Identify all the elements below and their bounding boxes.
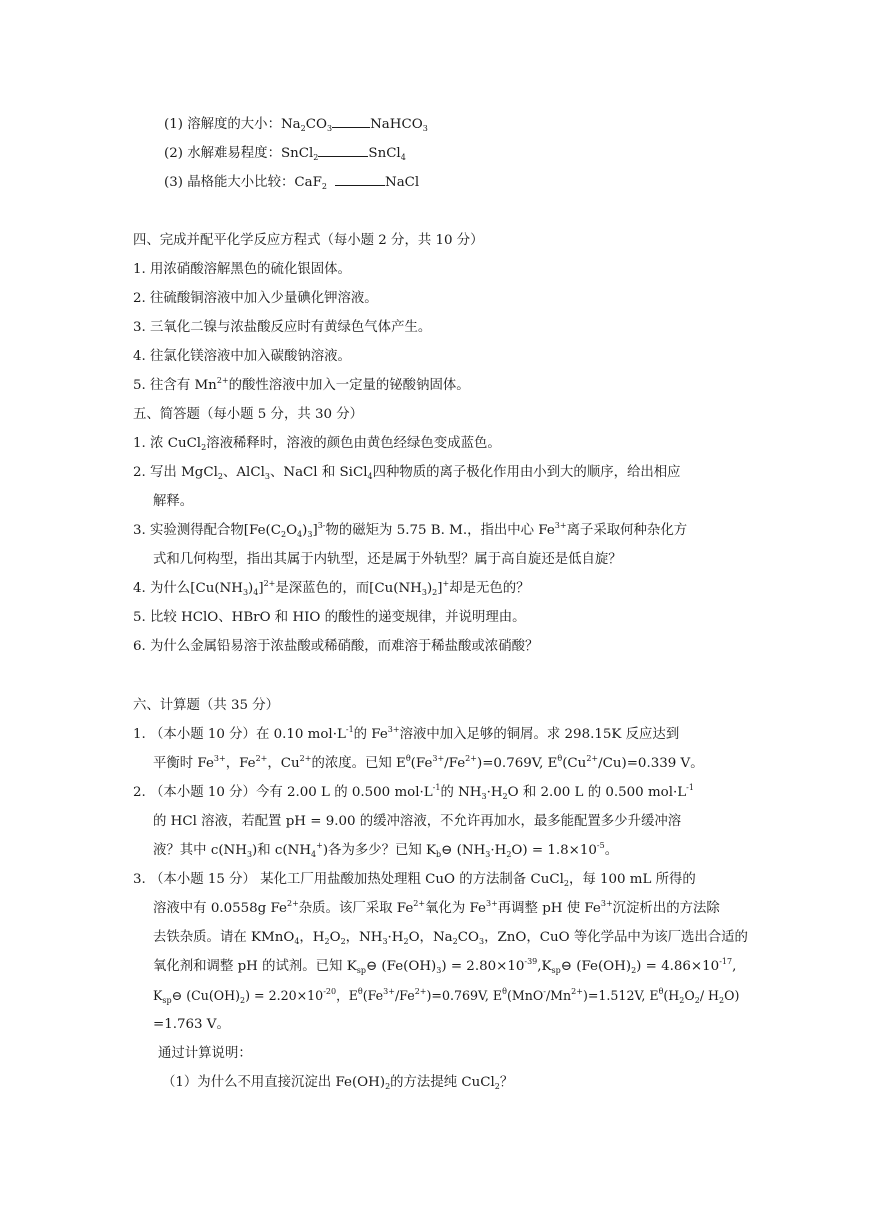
section5-q6: 6. 为什么金属铅易溶于浓盐酸或稀硝酸，而难溶于稀盐酸或浓硝酸？ <box>133 639 539 654</box>
section6-c3-line6: =1.763 V。 <box>153 1017 230 1032</box>
section4-item-5: 5. 往含有 $Mn^{2+}$的酸性溶液中加入一定量的铋酸钠固体。 <box>133 376 470 393</box>
section6-c2-line1: 2. （本小题 10 分）今有 2.00 L 的 0.500 $mol\cdot L^{-1}$的 $NH_3\cdot H_2O$ 和 2.00 L 的 0.500 $mol\cdot L^{-1}$ <box>133 783 694 801</box>
answer-blank[interactable] <box>318 144 368 157</box>
section6-c3-line5: $K_{sp}⊖$ $(Cu(OH)_2) = 2.20\times 10^{-20}$，$E^\theta(Fe^{3+}/Fe^{2+})=0.769V$, $E^\theta(MnO^-/Mn^{2+})=1.512V$, $E^\theta(H_2O_2/$ $H_2O$) <box>153 987 740 1005</box>
section4-item-1: 1. 用浓硝酸溶解黑色的硫化银固体。 <box>133 262 351 277</box>
section6-c3-line4: 氧化剂和调整 pH 的试剂。已知 $K_{sp}⊖$ $(Fe(OH)_3)$ = $2.80\times 10^{-39},K_{sp}⊖$ $(Fe(OH)_2) = 4.86\times 10^{-17}$, <box>153 957 737 975</box>
section5-q1: 1. 浓 CuCl$_2$溶液稀释时，溶液的颜色由黄色经绿色变成蓝色。 <box>133 436 501 452</box>
section5-q2-cont: 解释。 <box>153 494 194 509</box>
section6-c3-line8: （1）为什么不用直接沉淀出 $Fe(OH)_2$的方法提纯 CuCl$_2$？ <box>162 1075 514 1091</box>
section4-title: 四、完成并配平化学反应方程式（每小题 2 分，共 10 分） <box>133 233 484 248</box>
section4-item-2: 2. 往硫酸铜溶液中加入少量碘化钾溶液。 <box>133 291 378 306</box>
section4-item-4: 4. 往氯化镁溶液中加入碳酸钠溶液。 <box>133 349 351 364</box>
answer-blank[interactable] <box>335 173 385 186</box>
section4-item-3: 3. 三氧化二镍与浓盐酸反应时有黄绿色气体产生。 <box>133 320 432 335</box>
section5-q3: 3. 实验测得配合物$[Fe(C_2O_4)_3]^{3-}$物的磁矩为 5.75 B. M.，指出中心 $Fe^{3+}$离子采取何种杂化方 <box>133 521 688 539</box>
section6-c1-line1: 1. （本小题 10 分）在 0.10 $mol\cdot L^{-1}$的 $Fe^{3+}$溶液中加入足够的铜屑。求 298.15K 反应达到 <box>133 725 680 742</box>
part3-item-1: (1) 溶解度的大小：$Na_2CO_3$ NaHCO$_3$ <box>164 117 428 133</box>
section5-q2: 2. 写出 MgCl$_2$、AlCl$_3$、NaCl 和 SiCl$_4$四种物质的离子极化作用由小到大的顺序，给出相应 <box>133 465 681 481</box>
section6-c2-line3: 液？其中 $c(NH_3)$和 $c(NH_4^+)$各为多少？已知 $K_b⊖$ $(NH_3\cdot H_2O) = 1.8\times 10^{-5}$。 <box>153 841 619 859</box>
answer-blank[interactable] <box>332 115 370 128</box>
section5-q3-cont: 式和几何构型，指出其属于内轨型，还是属于外轨型？属于高自旋还是低自旋？ <box>153 552 622 567</box>
section6-c3-line2: 溶液中有 0.0558g $Fe^{2+}$杂质。该厂采取 $Fe^{2+}$氧化为 $Fe^{3+}$再调整 pH 使 $Fe^{3+}$沉淀析出的方法除 <box>153 899 720 916</box>
section6-c1-line2: 平衡时 $Fe^{3+}$，$Fe^{2+}$，$Cu^{2+}$的浓度。已知 $E^\theta(Fe^{3+}/Fe^{2+})=0.769V$, $E^\theta(Cu^{2+}/Cu)=0.339$ V。 <box>153 754 704 771</box>
section6-c3-line3: 去铁杂质。请在 KMnO$_4$，$H_2O_2$，$NH_3\cdot H_2O$，$Na_2CO_3$，ZnO，CuO 等化学品中为该厂选出合适的 <box>153 930 748 946</box>
section6-c3-line7: 通过计算说明： <box>158 1046 252 1061</box>
section6-title: 六、计算题（共 35 分） <box>133 698 280 713</box>
section6-c3-line1: 3. （本小题 15 分） 某化工厂用盐酸加热处理粗 CuO 的方法制备 CuCl$_2$，每 100 mL 所得的 <box>133 872 696 888</box>
section5-title: 五、简答题（每小题 5 分，共 30 分） <box>133 407 364 422</box>
part3-item-2: (2) 水解难易程度：SnCl$_2$ SnCl$_4$ <box>164 146 406 162</box>
part3-item-3: (3) 晶格能大小比较：CaF$_2$ NaCl <box>164 175 420 191</box>
section6-c2-line2: 的 HCl 溶液，若配置 pH = 9.00 的缓冲溶液，不允许再加水，最多能配置多少升缓冲溶 <box>153 814 682 829</box>
section5-q5: 5. 比较 HClO、HBrO 和 HIO 的酸性的递变规律，并说明理由。 <box>133 610 526 625</box>
section5-q4: 4. 为什么$[Cu(NH_3)_4]^{2+}$是深蓝色的，而$[Cu(NH_3)_2]^+$却是无色的？ <box>133 579 530 597</box>
